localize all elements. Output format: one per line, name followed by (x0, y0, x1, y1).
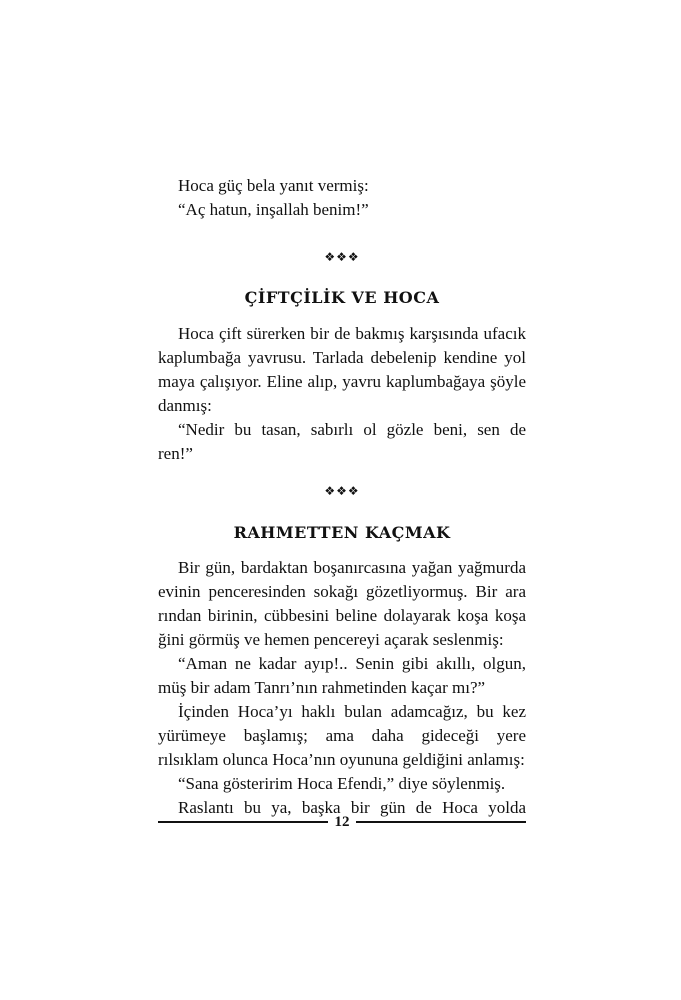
text-line: evinin penceresinden sokağı gözetliyormuş. Bir ara (158, 582, 526, 601)
section-heading: RAHMETTEN KAÇMAK (233, 523, 451, 542)
page-footer (158, 810, 526, 834)
text-line: Hoca çift sürerken bir de bakmış karşısında ufacık (178, 324, 526, 343)
text-line: İçinden Hoca’yı haklı bulan adamcağız, bu kez (178, 702, 526, 721)
text-line: danmış: (158, 396, 212, 415)
text-line: müş bir adam Tanrı’nın rahmetinden kaçar mı?” (158, 678, 486, 697)
section-divider-ornament: ❖❖❖ (324, 484, 360, 498)
text-line: rından birinin, cübbesini beline dolayarak koşa koşa (158, 606, 526, 625)
text-line: “Aç hatun, inşallah benim!” (178, 200, 369, 219)
text-line: Bir gün, bardaktan boşanırcasına yağan yağmurda (178, 558, 526, 577)
section-body (158, 322, 526, 466)
section-heading: ÇİFTÇİLİK VE HOCA (244, 288, 440, 307)
text-line: maya çalışıyor. Eline alıp, yavru kaplumbağaya şöyle (158, 372, 526, 391)
text-line: “Aman ne kadar ayıp!.. Senin gibi akıllı, olgun, (178, 654, 526, 673)
text-line: ğini görmüş ve hemen pencereyi açarak seslenmiş: (158, 630, 504, 649)
section-divider-ornament: ❖❖❖ (324, 250, 360, 264)
text-line: yürümeye başlamış; ama daha gideceği yere (158, 726, 526, 745)
section-body (158, 556, 526, 820)
footer-rule-right (356, 821, 526, 823)
intro-paragraph (158, 174, 526, 222)
text-line: Hoca güç bela yanıt vermiş: (178, 176, 369, 195)
text-line: “Nedir bu tasan, sabırlı ol gözle beni, sen de (178, 420, 526, 439)
text-line: “Sana gösteririm Hoca Efendi,” diye söylenmiş. (178, 774, 506, 793)
text-line: rılsıklam olunca Hoca’nın oyununa geldiğini anlamış: (158, 750, 525, 769)
text-line: kaplumbağa yavrusu. Tarlada debelenip kendine yol (158, 348, 526, 367)
text-line: ren!” (158, 444, 193, 463)
page-number: 12 (334, 814, 350, 830)
text-line: Raslantı bu ya, başka bir gün de Hoca yolda (178, 798, 526, 817)
